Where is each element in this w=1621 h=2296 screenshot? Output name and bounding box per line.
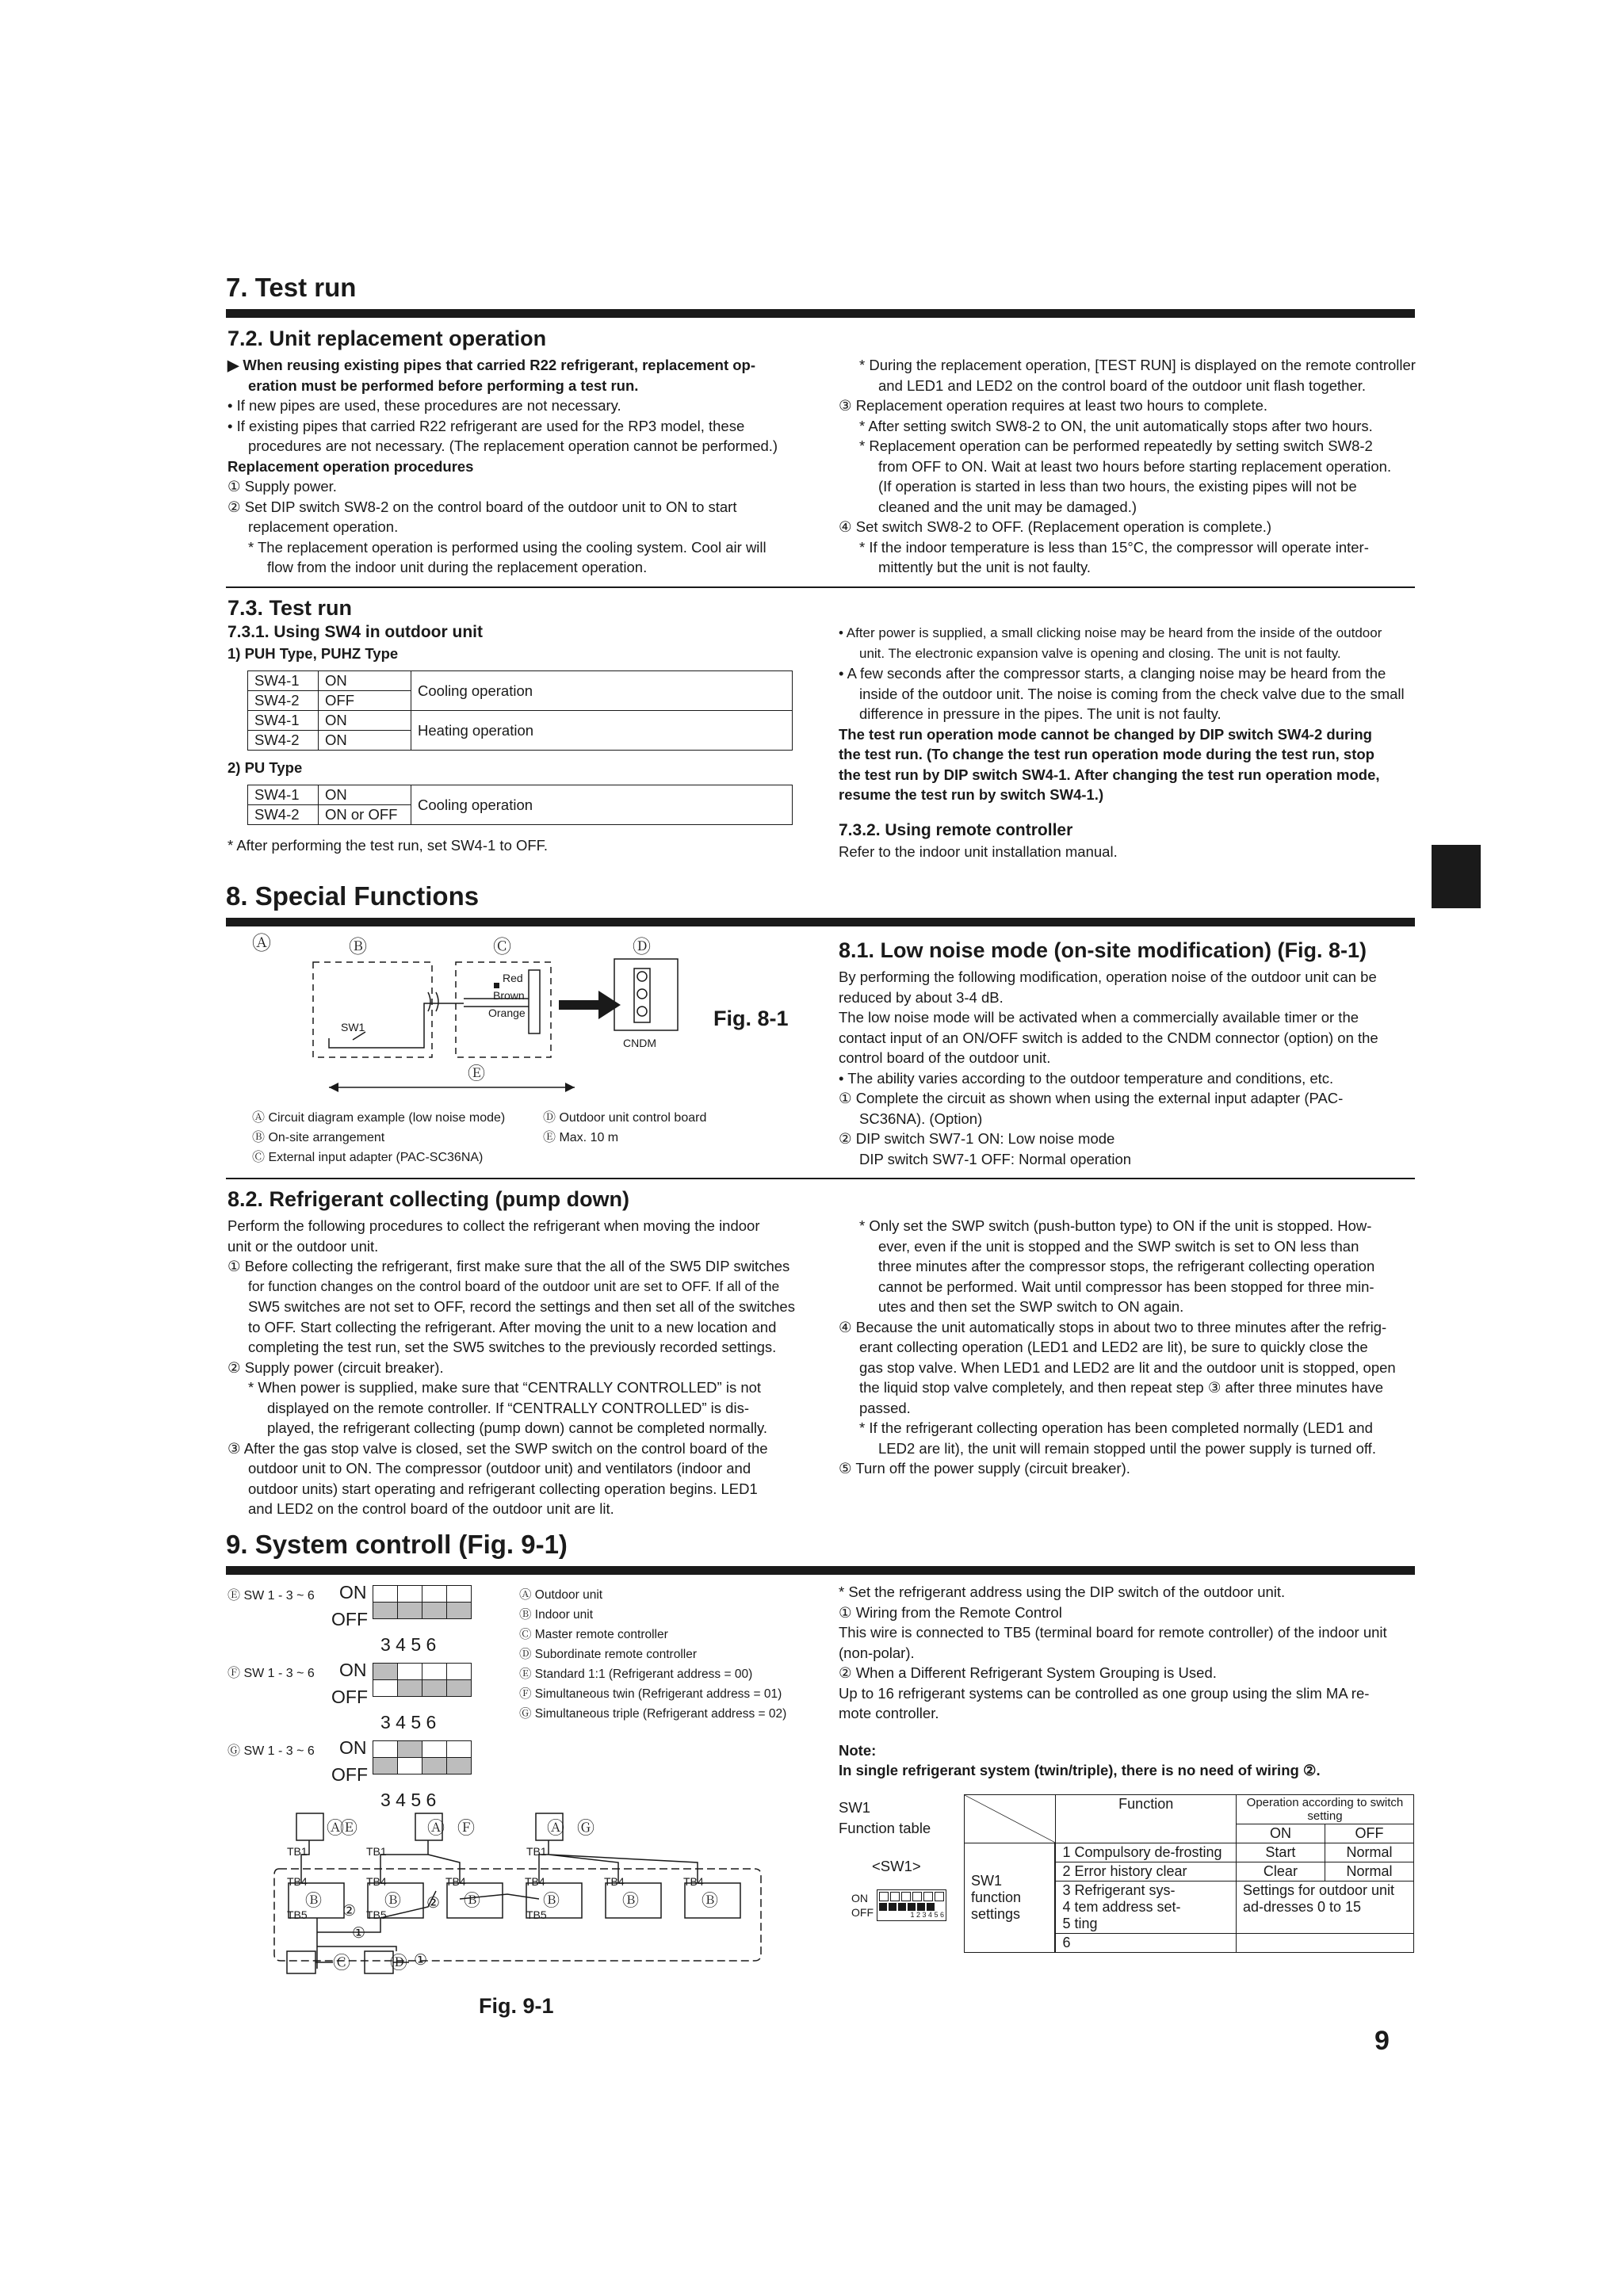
legend-item: Ⓒ External input adapter (PAC-SC36NA) xyxy=(252,1151,484,1164)
section-7-3-right xyxy=(839,623,1425,805)
note-cont: (If operation is started in less than two hours, the existing pipes will not be xyxy=(878,478,1357,495)
legend-item: Ⓕ Simultaneous twin (Refrigerant address = 01) xyxy=(519,1687,782,1701)
section-7-3-title: 7.3. Test run xyxy=(227,596,353,620)
text-line: 3 Refrigerant sys- xyxy=(1062,1882,1176,1898)
text-line: played, the refrigerant collecting (pump down) cannot be completed normally. xyxy=(267,1419,768,1436)
table-cell: SW4-1 xyxy=(248,785,319,805)
step: ② Set DIP switch SW8-2 on the control board of the outdoor unit to ON to start xyxy=(227,498,737,515)
text-line: Up to 16 refrigerant systems can be controlled as one group using the slim MA re- xyxy=(839,1684,1370,1702)
fig-label-d: Ⓓ xyxy=(633,936,651,957)
test-run-note: * After performing the test run, set SW4-1 to OFF. xyxy=(227,837,549,854)
switch-digits: 3 4 5 6 xyxy=(380,1712,437,1733)
fig-8-1-legend-right xyxy=(543,1108,706,1148)
legend-item: Ⓑ Indoor unit xyxy=(519,1608,594,1622)
text-line: erant collecting operation (LED1 and LED2 are lit), be sure to quickly close the xyxy=(859,1339,1368,1355)
section-7-2-right xyxy=(839,355,1417,578)
sw1-function-table xyxy=(964,1794,1414,1953)
step: ① Supply power. xyxy=(227,478,337,495)
text-line: 5 ting xyxy=(1062,1916,1098,1931)
section-7-2-title: 7.2. Unit replacement operation xyxy=(227,327,547,350)
bold-note: resume the test run by switch SW4-1.) xyxy=(839,786,1104,803)
tb1-label: TB1 xyxy=(366,1845,387,1858)
label-b: Ⓑ xyxy=(622,1892,639,1910)
corner-cell xyxy=(965,1795,1056,1843)
fig-label-c: Ⓒ xyxy=(493,936,511,957)
text-line: SW1 xyxy=(839,1799,871,1816)
sw4-table-1 xyxy=(247,670,793,751)
section-7-title: 7. Test run xyxy=(226,273,357,302)
text-line: ever, even if the unit is stopped and the SWP switch is set to ON less than xyxy=(878,1237,1359,1255)
bullet-cont: procedures are not necessary. (The replacement operation cannot be performed.) xyxy=(248,437,778,454)
table-cell: ON xyxy=(319,731,411,751)
tb4-label: TB4 xyxy=(525,1875,545,1888)
side-tab-marker xyxy=(1432,845,1481,908)
bullet: • After power is supplied, a small clicking noise may be heard from the inside of the outdoor xyxy=(839,625,1382,640)
table-cell: SW4-2 xyxy=(248,731,319,751)
text-line: completing the test run, set the SW5 switches to the previously recorded settings. xyxy=(248,1339,777,1355)
tb5-label: TB5 xyxy=(287,1908,308,1921)
tb5-label: TB5 xyxy=(526,1908,547,1921)
text-line: ② When a Different Refrigerant System Grouping is Used. xyxy=(839,1664,1217,1681)
table-cell: SW4-1 xyxy=(248,711,319,731)
legend-item: Ⓐ Outdoor unit xyxy=(519,1588,603,1602)
legend-item: Ⓑ On-site arrangement xyxy=(252,1131,385,1144)
text-line: for function changes on the control board of the outdoor unit are set to OFF. If all of the xyxy=(248,1278,780,1294)
text-line: utes and then set the SWP switch to ON again. xyxy=(878,1298,1184,1315)
label-d: Ⓓ xyxy=(390,1953,408,1973)
switch-numbers: 1 2 3 4 5 6 xyxy=(910,1911,944,1919)
note: * After setting switch SW8-2 to ON, the unit automatically stops after two hours. xyxy=(859,417,1373,434)
table-cell: 2 Error history clear xyxy=(1056,1862,1236,1881)
warn-line: When reusing existing pipes that carried R22 refrigerant, replacement op- xyxy=(243,357,756,373)
off-label: OFF xyxy=(331,1764,368,1785)
label-g: Ⓖ xyxy=(577,1818,595,1838)
label-b: Ⓑ xyxy=(543,1892,560,1910)
warn-line: eration must be performed before performing a test run. xyxy=(248,376,639,394)
section-8-2-left xyxy=(227,1216,814,1519)
outdoor-unit-box xyxy=(296,1813,323,1840)
table-cell: Normal xyxy=(1325,1862,1413,1881)
warning-arrow-icon: ▶ xyxy=(227,357,243,373)
note-cont: flow from the indoor unit during the replacement operation. xyxy=(267,559,648,575)
text-line: ② DIP switch SW7-1 ON: Low noise mode xyxy=(839,1130,1115,1147)
tb5-label: TB5 xyxy=(366,1908,387,1921)
text-line: unit or the outdoor unit. xyxy=(227,1237,379,1255)
text-line: ① Wiring from the Remote Control xyxy=(839,1603,1062,1621)
sw1-title xyxy=(839,1797,931,1838)
label-one: ① xyxy=(414,1952,428,1969)
section-9-bar xyxy=(226,1566,1415,1575)
text-line: to OFF. Start collecting the refrigerant. After moving the unit to a new location and xyxy=(248,1318,777,1335)
legend-item: Ⓔ Max. 10 m xyxy=(543,1131,619,1144)
dip-switch-e xyxy=(373,1585,472,1619)
text-line: * If the refrigerant collecting operation has been completed normally (LED1 and xyxy=(859,1419,1373,1436)
type-1-label: 1) PUH Type, PUHZ Type xyxy=(227,645,399,662)
subordinate-remote-box xyxy=(365,1951,393,1973)
section-9-title: 9. System controll (Fig. 9-1) xyxy=(226,1530,568,1559)
page-number: 9 xyxy=(1374,2026,1390,2056)
bullet-cont: inside of the outdoor unit. The noise is coming from the check valve due to the small xyxy=(859,685,1405,702)
text-line: DIP switch SW7-1 OFF: Normal operation xyxy=(859,1150,1132,1167)
fig-label-b: Ⓑ xyxy=(349,936,367,957)
legend-item: Ⓖ Simultaneous triple (Refrigerant address = 02) xyxy=(519,1707,787,1721)
section-8-1-title: 8.1. Low noise mode (on-site modification) (Fig. 8-1) xyxy=(839,938,1367,962)
dip-switch-f xyxy=(373,1663,472,1697)
note-title: Note: xyxy=(839,1742,877,1759)
header-function: Function xyxy=(1056,1795,1236,1843)
fig-label-e: Ⓔ xyxy=(468,1064,486,1083)
label-f: Ⓕ xyxy=(457,1818,476,1838)
label-a: Ⓐ xyxy=(547,1818,565,1838)
label-b: Ⓑ xyxy=(702,1892,718,1910)
text-line: SW5 switches are not set to OFF, record the settings and then set all of the switches xyxy=(248,1298,795,1315)
table-cell: Clear xyxy=(1236,1862,1325,1881)
section-8-title: 8. Special Functions xyxy=(226,881,480,911)
text-line: * When power is supplied, make sure that “CENTRALLY CONTROLLED” is not xyxy=(248,1379,762,1396)
sw1-tag: <SW1> xyxy=(872,1858,921,1874)
text-line: contact input of an ON/OFF switch is added to the CNDM connector (option) on the xyxy=(839,1029,1378,1046)
section-7-3-1-title: 7.3.1. Using SW4 in outdoor unit xyxy=(227,623,484,641)
text-line: reduced by about 3-4 dB. xyxy=(839,988,1004,1006)
off-label: OFF xyxy=(851,1906,874,1919)
text-line: ④ Because the unit automatically stops in about two to three minutes after the refrig- xyxy=(839,1318,1387,1335)
text-line: outdoor unit to ON. The compressor (outdoor unit) and ventilators (indoor and xyxy=(248,1460,751,1477)
text-line: and LED2 on the control board of the outdoor unit are lit. xyxy=(248,1500,614,1517)
table-cell: ON xyxy=(319,785,411,805)
table-cell: Cooling operation xyxy=(411,785,793,825)
on-label: ON xyxy=(851,1892,868,1904)
tb4-label: TB4 xyxy=(287,1875,308,1888)
section-7-bar xyxy=(226,309,1415,318)
text-line: the liquid stop valve completely, and then repeat step ③ after three minutes have xyxy=(859,1379,1384,1396)
label-two: ② xyxy=(342,1903,357,1920)
text-line: (non-polar). xyxy=(839,1644,915,1661)
section-8-1-body xyxy=(839,967,1425,1169)
divider xyxy=(226,1178,1415,1179)
text-line: ① Before collecting the refrigerant, first make sure that the all of the SW5 DIP switches xyxy=(227,1258,790,1274)
text-line: Function table xyxy=(839,1819,931,1836)
step: ③ Replacement operation requires at least two hours to complete. xyxy=(839,397,1268,414)
header-on: ON xyxy=(1236,1824,1325,1843)
master-remote-box xyxy=(287,1951,315,1973)
switch-digits: 3 4 5 6 xyxy=(380,1634,437,1655)
section-7-2-left xyxy=(227,355,806,578)
legend-item: Ⓒ Master remote controller xyxy=(519,1628,668,1641)
tb1-label: TB1 xyxy=(287,1845,308,1858)
table-cell: SW4-1 xyxy=(248,671,319,691)
text-line: SC36NA). (Option) xyxy=(859,1110,983,1127)
table-cell: Heating operation xyxy=(411,711,793,751)
table-cell: Start xyxy=(1236,1843,1325,1862)
text-line: three minutes after the compressor stops, the refrigerant collecting operation xyxy=(878,1258,1375,1274)
text-line: gas stop valve. When LED1 and LED2 are lit and the outdoor unit is stopped, open xyxy=(859,1358,1396,1376)
type-2-label: 2) PU Type xyxy=(227,759,303,776)
legend-item: Ⓔ Standard 1:1 (Refrigerant address = 00) xyxy=(519,1668,753,1681)
table-cell: Normal xyxy=(1325,1843,1413,1862)
sw1-label: SW1 xyxy=(341,1021,365,1033)
text-line: control board of the outdoor unit. xyxy=(839,1049,1051,1066)
cndm-label: CNDM xyxy=(623,1037,656,1049)
bullet: • If new pipes are used, these procedures are not necessary. xyxy=(227,397,621,414)
text-line: * Set the refrigerant address using the DIP switch of the outdoor unit. xyxy=(839,1584,1286,1600)
text-line: * Only set the SWP switch (push-button type) to ON if the unit is stopped. How- xyxy=(859,1217,1372,1234)
label-one: ① xyxy=(352,1925,366,1942)
label-b: Ⓑ xyxy=(384,1892,401,1910)
table-cell: Cooling operation xyxy=(411,671,793,711)
table-cell: Settings for outdoor unit ad-dresses 0 to 15 xyxy=(1236,1881,1413,1934)
fig-8-1-label: Fig. 8-1 xyxy=(713,1007,789,1030)
table-cell: SW4-2 xyxy=(248,691,319,711)
label-c: Ⓒ xyxy=(333,1953,351,1973)
legend-item: Ⓓ Subordinate remote controller xyxy=(519,1648,698,1661)
note-cont: cleaned and the unit may be damaged.) xyxy=(878,498,1137,515)
tb4-label: TB4 xyxy=(604,1875,625,1888)
text-line: ② Supply power (circuit breaker). xyxy=(227,1358,444,1376)
text-line: Perform the following procedures to collect the refrigerant when moving the indoor xyxy=(227,1217,760,1234)
section-8-2-title: 8.2. Refrigerant collecting (pump down) xyxy=(227,1187,630,1211)
fig-9-1-label: Fig. 9-1 xyxy=(479,1994,554,2018)
tb4-label: TB4 xyxy=(683,1875,704,1888)
note-cont: and LED1 and LED2 on the control board of the outdoor unit flash together. xyxy=(878,376,1367,394)
section-9-right xyxy=(839,1582,1425,1724)
fig-label-a: Ⓐ xyxy=(252,933,271,954)
table-cell: ON xyxy=(319,671,411,691)
note: * The replacement operation is performed using the cooling system. Cool air will xyxy=(248,538,767,556)
text-line: outdoor units) start operating and refrigerant collecting operation begins. LED1 xyxy=(248,1480,758,1497)
on-label: ON xyxy=(339,1737,367,1758)
note: * If the indoor temperature is less than 15°C, the compressor will operate inter- xyxy=(859,538,1369,556)
off-label: OFF xyxy=(331,1687,368,1707)
procedures-title: Replacement operation procedures xyxy=(227,457,474,475)
arrow-icon xyxy=(559,991,621,1019)
on-site-box xyxy=(313,962,432,1057)
label-two: ② xyxy=(426,1895,441,1912)
cndm-connector xyxy=(634,968,650,1022)
bold-note: the test run by DIP switch SW4-1. After changing the test run operation mode, xyxy=(839,766,1380,783)
tb1-label: TB1 xyxy=(526,1845,547,1858)
fig-9-1-legend xyxy=(519,1585,786,1724)
table-cell xyxy=(1056,1881,1236,1934)
on-label: ON xyxy=(339,1660,367,1680)
section-7-3-2-text: Refer to the indoor unit installation manual. xyxy=(839,843,1118,860)
text-line: cannot be performed. Wait until compressor has been stopped for three min- xyxy=(878,1278,1374,1295)
control-board-box xyxy=(614,959,678,1030)
text-line: • The ability varies according to the outdoor temperature and conditions, etc. xyxy=(839,1069,1334,1087)
bullet-cont: difference in pressure in the pipes. The unit is not faulty. xyxy=(859,705,1221,722)
table-cell: OFF xyxy=(319,691,411,711)
fig-8-1-legend-left xyxy=(252,1108,505,1167)
table-cell xyxy=(1236,1934,1413,1953)
text-line: The low noise mode will be activated when a commercially available timer or the xyxy=(839,1009,1359,1026)
text-line: This wire is connected to TB5 (terminal board for remote controller) of the indoor unit xyxy=(839,1624,1387,1641)
divider xyxy=(226,586,1415,588)
text-line: ③ After the gas stop valve is closed, set the SWP switch on the control board of the xyxy=(227,1439,768,1457)
step-cont: replacement operation. xyxy=(248,518,399,535)
note: * Replacement operation can be performed repeatedly by setting switch SW8-2 xyxy=(859,437,1373,454)
text-line: LED2 are lit), the unit will remain stopped until the power supply is turned off. xyxy=(878,1439,1376,1457)
row-label: SW1 function settings xyxy=(965,1843,1055,1953)
on-label: ON xyxy=(339,1582,367,1603)
off-label: OFF xyxy=(331,1609,368,1629)
wire-brown: Brown xyxy=(493,989,525,1002)
bullet: • A few seconds after the compressor starts, a clanging noise may be heard from the xyxy=(839,665,1386,682)
label-a: Ⓐ xyxy=(327,1818,345,1838)
step: ④ Set switch SW8-2 to OFF. (Replacement operation is complete.) xyxy=(839,518,1272,535)
table-cell: 1 Compulsory de-frosting xyxy=(1056,1843,1236,1862)
note: * During the replacement operation, [TEST RUN] is displayed on the remote controller xyxy=(859,357,1416,373)
label-e: Ⓔ xyxy=(340,1818,358,1838)
table-cell: ON xyxy=(319,711,411,731)
note-cont: mittently but the unit is not faulty. xyxy=(878,559,1091,575)
note-cont: from OFF to ON. Wait at least two hours before starting replacement operation. xyxy=(878,457,1392,475)
table-cell: SW4-2 xyxy=(248,805,319,825)
dip-switch-g xyxy=(373,1740,472,1775)
wire-red: Red xyxy=(503,972,523,984)
sw-g-label: Ⓖ SW 1 - 3 ~ 6 xyxy=(227,1744,315,1758)
section-8-2-right xyxy=(839,1216,1425,1479)
header-operation: Operation according to switch setting xyxy=(1236,1795,1413,1824)
text-line: mote controller. xyxy=(839,1705,939,1721)
legend-item: Ⓐ Circuit diagram example (low noise mode) xyxy=(252,1111,506,1125)
label-a: Ⓐ xyxy=(427,1818,445,1838)
legend-item: Ⓓ Outdoor unit control board xyxy=(543,1111,707,1125)
bullet-cont: unit. The electronic expansion valve is opening and closing. The unit is not faulty. xyxy=(859,645,1341,661)
note-text: In single refrigerant system (twin/triple), there is no need of wiring ②. xyxy=(839,1762,1321,1778)
label-b: Ⓑ xyxy=(305,1892,322,1910)
switch-digits: 3 4 5 6 xyxy=(380,1790,437,1810)
text-line: By performing the following modification, operation noise of the outdoor unit can be xyxy=(839,968,1377,985)
table-cell: 6 xyxy=(1056,1934,1236,1953)
sw1-dip-icon xyxy=(851,1889,946,1921)
tb4-label: TB4 xyxy=(445,1875,466,1888)
wire-orange: Orange xyxy=(488,1007,526,1019)
sw-e-label: Ⓔ SW 1 - 3 ~ 6 xyxy=(227,1589,315,1603)
text-line: displayed on the remote controller. If “CENTRALLY CONTROLLED” is dis- xyxy=(267,1399,749,1416)
bold-note: The test run operation mode cannot be changed by DIP switch SW4-2 during xyxy=(839,725,1372,743)
text-line: passed. xyxy=(859,1399,911,1416)
sw-f-label: Ⓕ SW 1 - 3 ~ 6 xyxy=(227,1667,315,1680)
bullet: • If existing pipes that carried R22 refrigerant are used for the RP3 model, these xyxy=(227,417,745,434)
label-b: Ⓑ xyxy=(464,1892,480,1910)
text-line: ⑤ Turn off the power supply (circuit breaker). xyxy=(839,1460,1130,1477)
table-cell: ON or OFF xyxy=(319,805,411,825)
tb4-label: TB4 xyxy=(366,1875,387,1888)
section-7-3-2-title: 7.3.2. Using remote controller xyxy=(839,821,1073,839)
bold-note: the test run. (To change the test run operation mode during the test run, stop xyxy=(839,746,1374,762)
sw4-table-2 xyxy=(247,785,793,825)
header-off: OFF xyxy=(1325,1824,1413,1843)
section-8-bar xyxy=(226,918,1415,926)
text-line: ① Complete the circuit as shown when using the external input adapter (PAC- xyxy=(839,1090,1344,1106)
text-line: 4 tem address set- xyxy=(1062,1899,1181,1915)
